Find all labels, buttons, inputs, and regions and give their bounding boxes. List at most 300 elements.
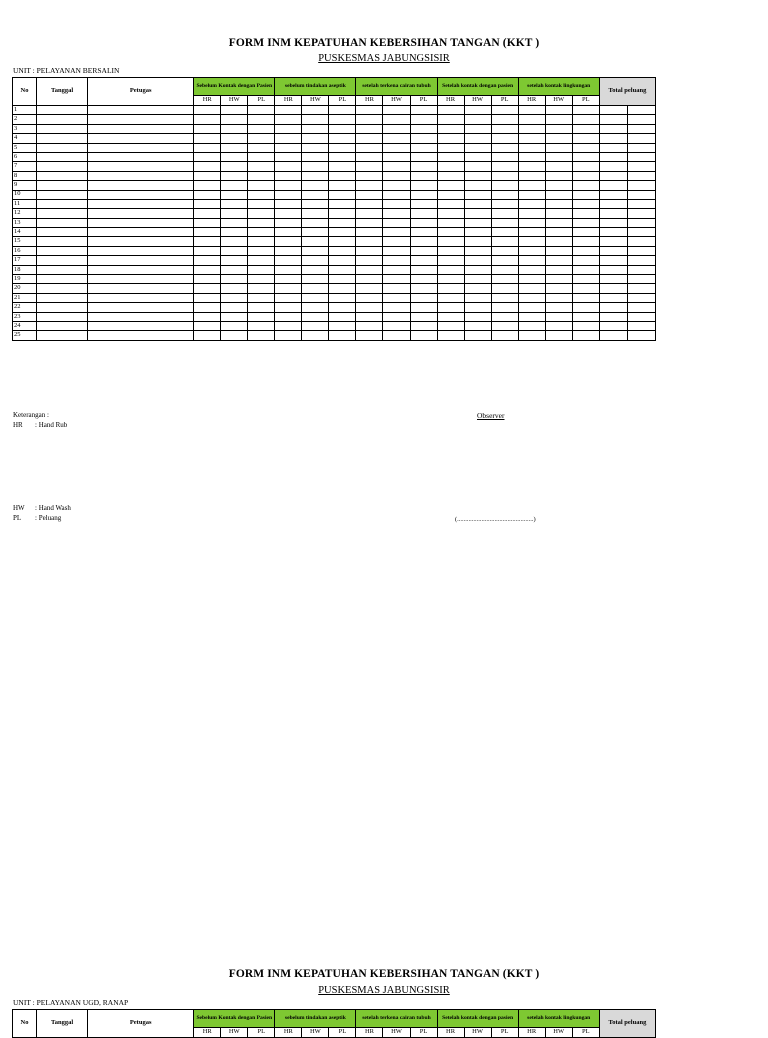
table-cell bbox=[88, 256, 194, 265]
table-cell bbox=[518, 293, 545, 302]
table-cell bbox=[545, 265, 572, 274]
table-cell bbox=[221, 199, 248, 208]
table-cell bbox=[599, 115, 627, 124]
table-cell bbox=[545, 293, 572, 302]
table-cell bbox=[275, 265, 302, 274]
table-cell bbox=[329, 115, 356, 124]
table-cell bbox=[518, 303, 545, 312]
table-cell bbox=[275, 209, 302, 218]
table-cell bbox=[627, 293, 655, 302]
table-cell bbox=[383, 265, 410, 274]
table-cell bbox=[302, 312, 329, 321]
row-number: 4 bbox=[13, 134, 37, 143]
table-cell bbox=[329, 321, 356, 330]
table-cell bbox=[248, 284, 275, 293]
table-cell bbox=[329, 190, 356, 199]
row-number: 8 bbox=[13, 171, 37, 180]
table-cell bbox=[383, 199, 410, 208]
table-cell bbox=[329, 275, 356, 284]
table-cell bbox=[599, 209, 627, 218]
table-cell bbox=[464, 190, 491, 199]
table-cell bbox=[518, 321, 545, 330]
table-cell bbox=[302, 162, 329, 171]
table-cell bbox=[545, 256, 572, 265]
table-cell bbox=[302, 246, 329, 255]
table-cell bbox=[572, 321, 599, 330]
table-cell bbox=[37, 209, 88, 218]
subheader-hr: HR bbox=[437, 96, 464, 106]
table-cell bbox=[383, 134, 410, 143]
table-cell bbox=[437, 331, 464, 340]
table-cell bbox=[194, 162, 221, 171]
subheader-pl: PL bbox=[329, 1028, 356, 1038]
table-cell bbox=[194, 331, 221, 340]
table-cell bbox=[383, 256, 410, 265]
row-number: 24 bbox=[13, 321, 37, 330]
table-cell bbox=[545, 303, 572, 312]
table-cell bbox=[545, 106, 572, 115]
table-cell bbox=[599, 293, 627, 302]
row-number: 22 bbox=[13, 303, 37, 312]
table-cell bbox=[518, 115, 545, 124]
table-row bbox=[13, 312, 656, 321]
table-cell bbox=[599, 228, 627, 237]
table-cell bbox=[356, 218, 383, 227]
table-cell bbox=[572, 209, 599, 218]
table-cell bbox=[410, 275, 437, 284]
table-cell bbox=[88, 171, 194, 180]
table-cell bbox=[37, 181, 88, 190]
table-cell bbox=[437, 246, 464, 255]
form-subtitle: PUSKESMAS JABUNGSISIR bbox=[318, 985, 450, 996]
table-cell bbox=[356, 124, 383, 133]
subheader-hw: HW bbox=[383, 96, 410, 106]
table-cell bbox=[572, 162, 599, 171]
table-cell bbox=[437, 265, 464, 274]
table-cell bbox=[572, 181, 599, 190]
table-cell bbox=[356, 134, 383, 143]
table-cell bbox=[627, 209, 655, 218]
table-cell bbox=[194, 152, 221, 161]
table-cell bbox=[275, 143, 302, 152]
row-number: 1 bbox=[13, 106, 37, 115]
table-cell bbox=[383, 303, 410, 312]
table-cell bbox=[194, 228, 221, 237]
table-cell bbox=[302, 190, 329, 199]
table-cell bbox=[491, 152, 518, 161]
table-cell bbox=[410, 284, 437, 293]
table-cell bbox=[248, 190, 275, 199]
table-cell bbox=[518, 162, 545, 171]
subheader-pl: PL bbox=[572, 96, 599, 106]
table-cell bbox=[275, 162, 302, 171]
table-cell bbox=[356, 209, 383, 218]
table-row bbox=[13, 256, 656, 265]
table-cell bbox=[221, 162, 248, 171]
table-cell bbox=[194, 246, 221, 255]
column-header-tanggal: Tanggal bbox=[37, 78, 88, 106]
table-cell bbox=[410, 106, 437, 115]
table-cell bbox=[545, 218, 572, 227]
table-cell bbox=[383, 331, 410, 340]
table-cell bbox=[37, 256, 88, 265]
table-cell bbox=[599, 171, 627, 180]
row-number: 23 bbox=[13, 312, 37, 321]
subheader-hr: HR bbox=[356, 96, 383, 106]
table-cell bbox=[464, 115, 491, 124]
table-cell bbox=[464, 275, 491, 284]
table-cell bbox=[37, 246, 88, 255]
table-cell bbox=[248, 162, 275, 171]
table-cell bbox=[572, 237, 599, 246]
column-group-header: setelah kontak lingkungan bbox=[518, 78, 599, 96]
table-cell bbox=[329, 134, 356, 143]
table-cell bbox=[356, 171, 383, 180]
table-cell bbox=[248, 237, 275, 246]
table-cell bbox=[599, 106, 627, 115]
table-cell bbox=[356, 162, 383, 171]
table-cell bbox=[221, 228, 248, 237]
table-row bbox=[13, 124, 656, 133]
table-cell bbox=[572, 106, 599, 115]
table-cell bbox=[545, 199, 572, 208]
table-cell bbox=[275, 256, 302, 265]
table-cell bbox=[383, 218, 410, 227]
column-header-total: Total peluang bbox=[599, 1010, 655, 1038]
table-row bbox=[13, 171, 656, 180]
row-number: 18 bbox=[13, 265, 37, 274]
table-cell bbox=[302, 237, 329, 246]
table-cell bbox=[356, 246, 383, 255]
table-cell bbox=[329, 162, 356, 171]
table-cell bbox=[599, 152, 627, 161]
table-cell bbox=[410, 237, 437, 246]
table-cell bbox=[627, 124, 655, 133]
row-number: 3 bbox=[13, 124, 37, 133]
table-cell bbox=[491, 321, 518, 330]
row-number: 7 bbox=[13, 162, 37, 171]
table-cell bbox=[491, 312, 518, 321]
table-cell bbox=[221, 321, 248, 330]
table-cell bbox=[37, 284, 88, 293]
table-cell bbox=[518, 284, 545, 293]
row-number: 25 bbox=[13, 331, 37, 340]
table-cell bbox=[599, 331, 627, 340]
subheader-hw: HW bbox=[221, 1028, 248, 1038]
table-cell bbox=[599, 134, 627, 143]
legend-text: : Hand Rub bbox=[35, 421, 68, 429]
table-cell bbox=[88, 162, 194, 171]
table-cell bbox=[437, 284, 464, 293]
table-cell bbox=[464, 293, 491, 302]
table-cell bbox=[37, 124, 88, 133]
table-cell bbox=[491, 331, 518, 340]
table-cell bbox=[572, 190, 599, 199]
table-cell bbox=[329, 124, 356, 133]
table-cell bbox=[248, 321, 275, 330]
table-cell bbox=[275, 218, 302, 227]
table-cell bbox=[221, 331, 248, 340]
table-cell bbox=[356, 190, 383, 199]
table-cell bbox=[248, 265, 275, 274]
table-cell bbox=[627, 106, 655, 115]
table-cell bbox=[410, 265, 437, 274]
table-cell bbox=[627, 115, 655, 124]
table-cell bbox=[491, 199, 518, 208]
table-row bbox=[13, 293, 656, 302]
table-cell bbox=[491, 134, 518, 143]
table-cell bbox=[599, 143, 627, 152]
table-cell bbox=[383, 312, 410, 321]
table-cell bbox=[221, 265, 248, 274]
table-cell bbox=[194, 124, 221, 133]
table-row bbox=[13, 331, 656, 340]
table-cell bbox=[599, 312, 627, 321]
row-number: 19 bbox=[13, 275, 37, 284]
subheader-pl: PL bbox=[491, 1028, 518, 1038]
subheader-hr: HR bbox=[356, 1028, 383, 1038]
table-cell bbox=[88, 246, 194, 255]
table-cell bbox=[221, 190, 248, 199]
unit-label: UNIT : PELAYANAN UGD, RANAP bbox=[13, 998, 129, 1007]
table-cell bbox=[410, 115, 437, 124]
table-cell bbox=[37, 265, 88, 274]
table-cell bbox=[491, 124, 518, 133]
table-cell bbox=[627, 152, 655, 161]
legend-code: HR bbox=[13, 421, 23, 429]
table-cell bbox=[545, 237, 572, 246]
table-cell bbox=[518, 237, 545, 246]
table-cell bbox=[356, 293, 383, 302]
table-cell bbox=[491, 190, 518, 199]
signature-line: (...............................................) bbox=[455, 516, 536, 523]
table-row bbox=[13, 265, 656, 274]
table-cell bbox=[383, 190, 410, 199]
table-cell bbox=[437, 199, 464, 208]
table-cell bbox=[627, 218, 655, 227]
column-header-total: Total peluang bbox=[599, 78, 655, 106]
table-cell bbox=[248, 115, 275, 124]
table-cell bbox=[464, 199, 491, 208]
table-cell bbox=[275, 331, 302, 340]
table-cell bbox=[194, 275, 221, 284]
table-cell bbox=[356, 303, 383, 312]
table-cell bbox=[329, 228, 356, 237]
column-header-tanggal: Tanggal bbox=[37, 1010, 88, 1038]
table-cell bbox=[410, 190, 437, 199]
table-cell bbox=[88, 331, 194, 340]
table-cell bbox=[248, 256, 275, 265]
table-row bbox=[13, 275, 656, 284]
subheader-hr: HR bbox=[275, 96, 302, 106]
table-cell bbox=[329, 209, 356, 218]
table-cell bbox=[491, 228, 518, 237]
table-cell bbox=[491, 106, 518, 115]
table-cell bbox=[275, 275, 302, 284]
table-cell bbox=[275, 303, 302, 312]
table-cell bbox=[356, 321, 383, 330]
subheader-hr: HR bbox=[518, 1028, 545, 1038]
table-cell bbox=[491, 246, 518, 255]
table-cell bbox=[221, 237, 248, 246]
table-cell bbox=[302, 331, 329, 340]
legend-item-pl bbox=[13, 513, 71, 523]
table-cell bbox=[545, 312, 572, 321]
subheader-pl: PL bbox=[410, 1028, 437, 1038]
table-cell bbox=[464, 171, 491, 180]
table-cell bbox=[518, 181, 545, 190]
table-cell bbox=[194, 171, 221, 180]
table-cell bbox=[88, 134, 194, 143]
table-cell bbox=[275, 293, 302, 302]
table-cell bbox=[410, 303, 437, 312]
table-cell bbox=[410, 331, 437, 340]
table-cell bbox=[464, 303, 491, 312]
table-row bbox=[13, 190, 656, 199]
table-row bbox=[13, 152, 656, 161]
table-cell bbox=[545, 321, 572, 330]
table-row bbox=[13, 115, 656, 124]
column-group-header: Setelah kontak dengan pasien bbox=[437, 1010, 518, 1028]
table-cell bbox=[491, 284, 518, 293]
table-cell bbox=[491, 162, 518, 171]
table-cell bbox=[491, 171, 518, 180]
table-cell bbox=[248, 246, 275, 255]
table-cell bbox=[437, 228, 464, 237]
table-cell bbox=[88, 293, 194, 302]
table-cell bbox=[410, 209, 437, 218]
table-row bbox=[13, 303, 656, 312]
table-cell bbox=[491, 209, 518, 218]
table-cell bbox=[248, 124, 275, 133]
table-row bbox=[13, 228, 656, 237]
table-cell bbox=[437, 162, 464, 171]
table-cell bbox=[37, 162, 88, 171]
table-cell bbox=[194, 284, 221, 293]
table-cell bbox=[302, 181, 329, 190]
table-cell bbox=[221, 152, 248, 161]
table-cell bbox=[248, 181, 275, 190]
table-cell bbox=[599, 190, 627, 199]
table-cell bbox=[518, 171, 545, 180]
table-cell bbox=[302, 218, 329, 227]
table-cell bbox=[627, 237, 655, 246]
table-cell bbox=[464, 312, 491, 321]
legend-item-hr bbox=[13, 420, 67, 430]
subheader-pl: PL bbox=[572, 1028, 599, 1038]
table-cell bbox=[248, 331, 275, 340]
table-cell bbox=[518, 124, 545, 133]
table-cell bbox=[437, 275, 464, 284]
table-cell bbox=[275, 152, 302, 161]
table-cell bbox=[437, 293, 464, 302]
table-cell bbox=[329, 293, 356, 302]
table-row bbox=[13, 284, 656, 293]
table-cell bbox=[88, 303, 194, 312]
table-cell bbox=[37, 190, 88, 199]
subheader-hw: HW bbox=[545, 1028, 572, 1038]
table-cell bbox=[88, 152, 194, 161]
table-cell bbox=[356, 256, 383, 265]
table-cell bbox=[302, 152, 329, 161]
table-cell bbox=[627, 171, 655, 180]
table-cell bbox=[302, 115, 329, 124]
table-cell bbox=[37, 228, 88, 237]
table-cell bbox=[88, 321, 194, 330]
table-cell bbox=[356, 312, 383, 321]
header-row bbox=[13, 1010, 656, 1028]
table-cell bbox=[545, 331, 572, 340]
table-cell bbox=[37, 312, 88, 321]
table-cell bbox=[464, 228, 491, 237]
table-cell bbox=[248, 228, 275, 237]
table-cell bbox=[627, 199, 655, 208]
table-cell bbox=[410, 124, 437, 133]
table-cell bbox=[437, 115, 464, 124]
table-cell bbox=[627, 265, 655, 274]
table-cell bbox=[383, 162, 410, 171]
table-cell bbox=[302, 275, 329, 284]
table-cell bbox=[37, 293, 88, 302]
table-cell bbox=[410, 293, 437, 302]
table-cell bbox=[37, 303, 88, 312]
table-cell bbox=[518, 209, 545, 218]
table-cell bbox=[599, 218, 627, 227]
table-cell bbox=[329, 181, 356, 190]
table-cell bbox=[275, 106, 302, 115]
table-cell bbox=[464, 162, 491, 171]
table-cell bbox=[302, 143, 329, 152]
table-cell bbox=[221, 218, 248, 227]
row-number: 6 bbox=[13, 152, 37, 161]
table-cell bbox=[221, 124, 248, 133]
column-group-header: setelah terkena cairan tubuh bbox=[356, 78, 437, 96]
table-cell bbox=[599, 124, 627, 133]
table-cell bbox=[599, 284, 627, 293]
table-cell bbox=[464, 218, 491, 227]
table-cell bbox=[356, 228, 383, 237]
table-cell bbox=[464, 152, 491, 161]
table-cell bbox=[572, 303, 599, 312]
table-cell bbox=[248, 143, 275, 152]
table-cell bbox=[464, 265, 491, 274]
table-row bbox=[13, 321, 656, 330]
table-cell bbox=[410, 312, 437, 321]
table-cell bbox=[88, 265, 194, 274]
table-cell bbox=[627, 275, 655, 284]
table-cell bbox=[464, 124, 491, 133]
table-cell bbox=[383, 181, 410, 190]
table-cell bbox=[572, 152, 599, 161]
table-cell bbox=[491, 293, 518, 302]
table-cell bbox=[410, 171, 437, 180]
subheader-hw: HW bbox=[302, 96, 329, 106]
table-cell bbox=[437, 181, 464, 190]
table-cell bbox=[194, 115, 221, 124]
table-cell bbox=[491, 218, 518, 227]
table-cell bbox=[464, 256, 491, 265]
table-cell bbox=[491, 303, 518, 312]
table-cell bbox=[329, 143, 356, 152]
table-cell bbox=[572, 199, 599, 208]
table-cell bbox=[464, 237, 491, 246]
table-cell bbox=[410, 228, 437, 237]
table-cell bbox=[572, 228, 599, 237]
table-cell bbox=[410, 143, 437, 152]
table-cell bbox=[599, 265, 627, 274]
table-cell bbox=[194, 312, 221, 321]
row-number: 17 bbox=[13, 256, 37, 265]
